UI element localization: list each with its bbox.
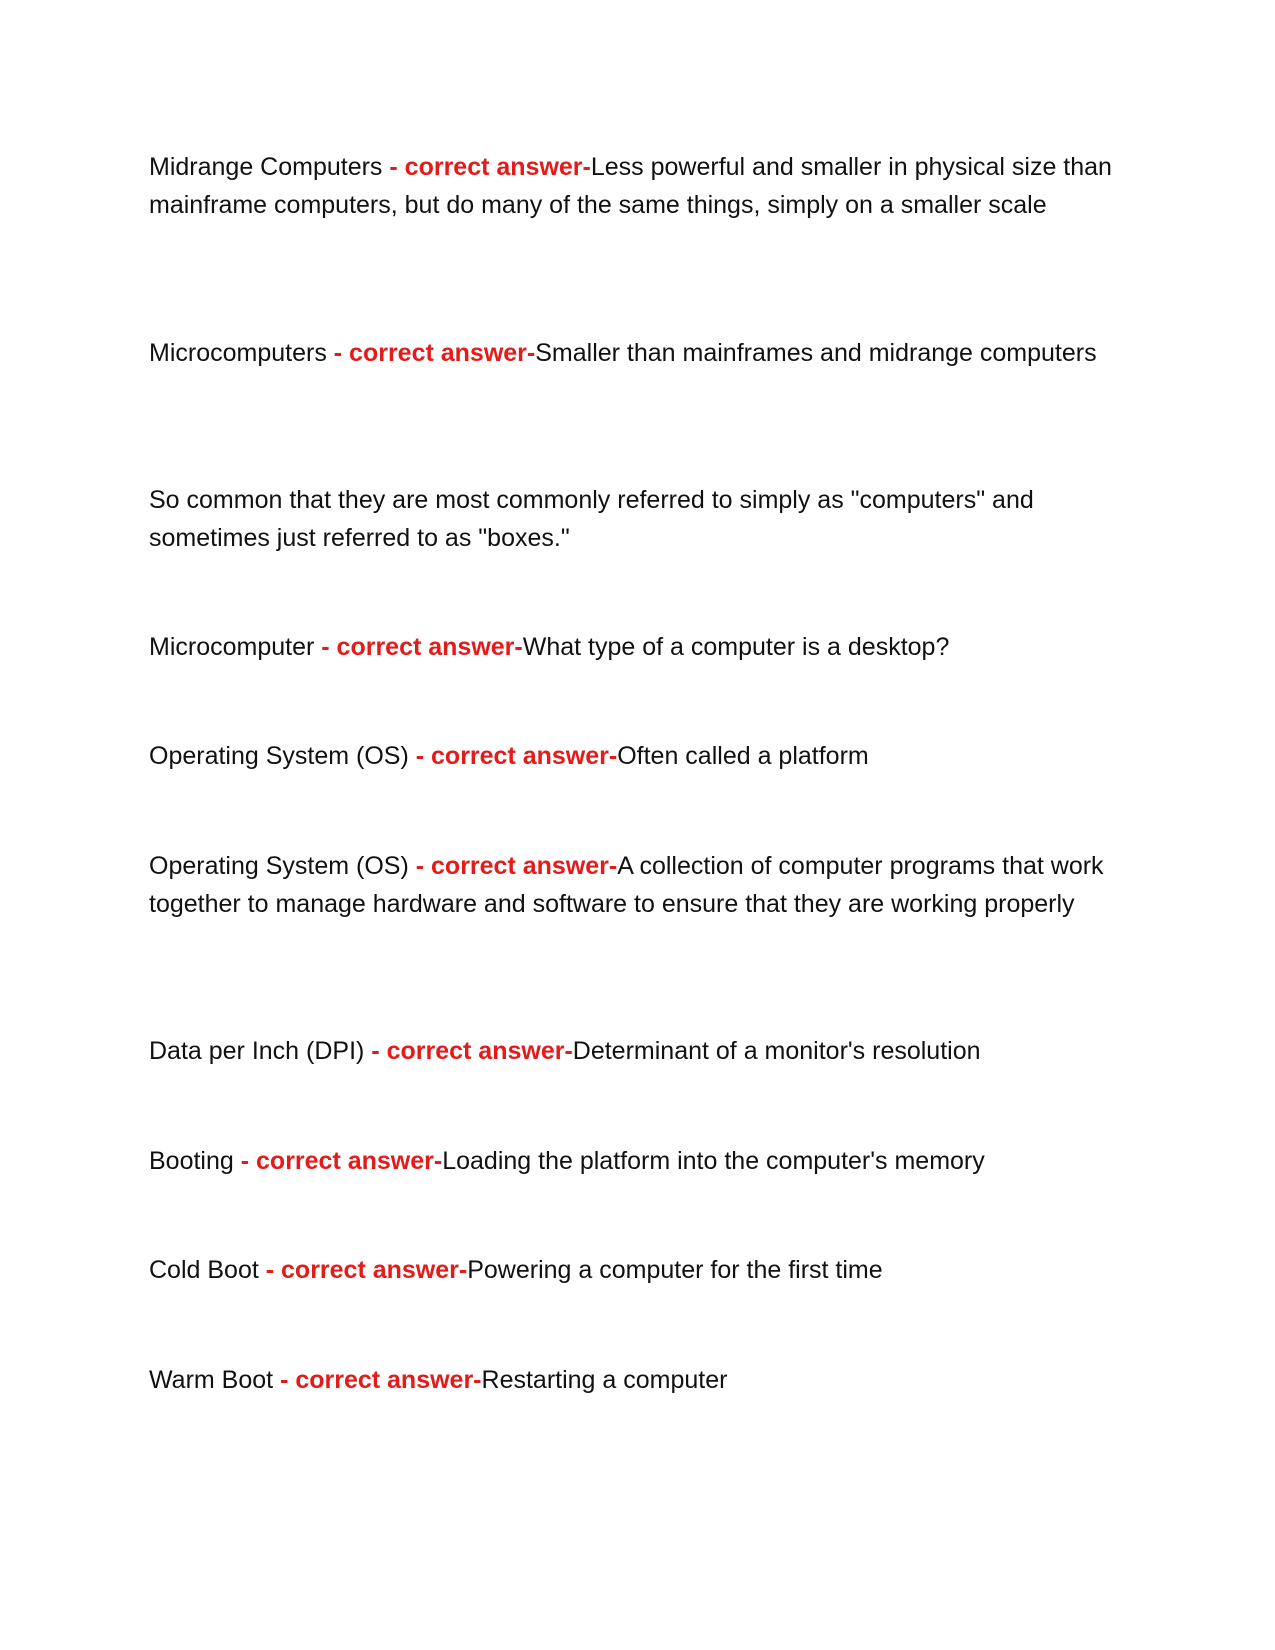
entry-term: Booting — [149, 1147, 241, 1175]
entry-definition: Powering a computer for the first time — [467, 1256, 883, 1284]
answer-marker: - correct answer- — [240, 1147, 443, 1175]
flashcard-entry — [149, 847, 1129, 923]
flashcard-entry — [149, 737, 1129, 775]
entry-definition: So common that they are most commonly referred to simply as "computers" and sometimes just referred to as "boxes." — [149, 486, 1034, 552]
entry-term: Warm Boot — [149, 1366, 281, 1394]
flashcard-entry — [149, 1251, 1129, 1289]
entry-term: Microcomputers — [149, 339, 334, 367]
answer-marker: - correct answer- — [280, 1366, 482, 1394]
answer-marker: - correct answer- — [415, 852, 618, 880]
entry-term: Operating System (OS) — [149, 742, 416, 770]
flashcard-entry — [149, 1361, 1129, 1399]
entry-definition: What type of a computer is a desktop? — [522, 633, 950, 661]
answer-marker: - correct answer- — [415, 742, 618, 770]
answer-marker: - correct answer- — [389, 153, 591, 181]
entry-term: Operating System (OS) — [149, 852, 416, 880]
entry-definition: Less powerful and smaller in physical size than mainframe computers, but do many of the same things, simply on a smaller scale — [149, 153, 1112, 219]
answer-marker: - correct answer- — [371, 1037, 573, 1065]
entry-term: Data per Inch (DPI) — [149, 1037, 372, 1065]
flashcard-entry — [149, 1032, 1129, 1070]
entry-term: Midrange Computers — [149, 153, 390, 181]
flashcard-entry — [149, 628, 1129, 666]
answer-marker: - correct answer- — [333, 339, 536, 367]
flashcard-entry — [149, 334, 1129, 372]
entry-definition: Smaller than mainframes and midrange computers — [535, 339, 1097, 367]
flashcard-entry — [149, 1142, 1129, 1180]
flashcard-entry — [149, 481, 1129, 557]
answer-marker: - correct answer- — [265, 1256, 468, 1284]
entry-term: Microcomputer — [149, 633, 322, 661]
entry-definition: Often called a platform — [617, 742, 869, 770]
entry-definition: Determinant of a monitor's resolution — [572, 1037, 981, 1065]
entry-term: Cold Boot — [149, 1256, 266, 1284]
entry-definition: Loading the platform into the computer's memory — [442, 1147, 985, 1175]
entry-definition: A collection of computer programs that work together to manage hardware and software to ensure that they are working properly — [149, 852, 1104, 918]
flashcard-entry — [149, 148, 1129, 224]
answer-marker: - correct answer- — [321, 633, 523, 661]
entry-definition: Restarting a computer — [481, 1366, 728, 1394]
